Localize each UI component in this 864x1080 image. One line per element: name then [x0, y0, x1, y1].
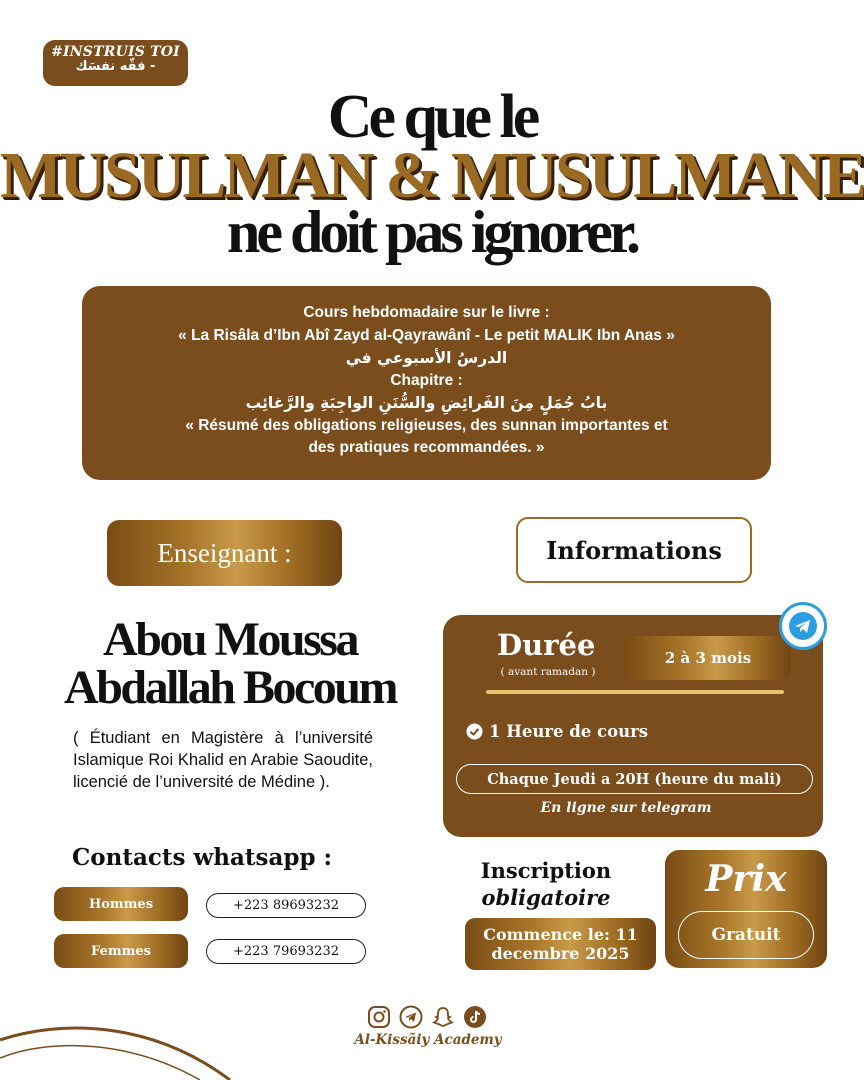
- title-line-1: Ce que le: [327, 83, 537, 151]
- decorative-swoosh: [0, 1000, 260, 1080]
- online-text: En ligne sur telegram: [540, 800, 712, 816]
- prix-label: Prix: [705, 858, 787, 900]
- prix-value: Gratuit: [678, 911, 814, 959]
- duree-subtitle: ( avant ramadan ): [500, 666, 596, 678]
- instagram-icon[interactable]: [366, 1004, 391, 1029]
- course-line: des pratiques recommandées. »: [308, 439, 545, 456]
- divider: [486, 690, 784, 694]
- inscription-label: Inscription: [480, 858, 612, 883]
- teacher-name-line-1: Abou Moussa: [103, 613, 357, 666]
- tiktok-icon[interactable]: [462, 1004, 487, 1029]
- course-line-arabic: الدرسُ الأسبوعي في: [345, 349, 508, 367]
- contact-number-femmes[interactable]: +223 79693232: [206, 939, 366, 964]
- course-line: « La Risâla d’Ibn Abî Zayd al-Qayrawânî - Le petit MALIK Ibn Anas »: [178, 326, 675, 344]
- hours-row: [466, 722, 648, 741]
- start-date-line-2: decembre 2025: [491, 944, 630, 963]
- course-line: Cours hebdomadaire sur le livre :: [303, 304, 550, 321]
- course-line: « Résumé des obligations religieuses, des sunnan importantes et: [185, 416, 668, 434]
- duree-value: 2 à 3 mois: [625, 636, 791, 680]
- title-line-2: MUSULMAN & MUSULMANE: [0, 139, 864, 212]
- title-line-3: ne doit pas ignorer.: [226, 199, 638, 265]
- contact-number-hommes[interactable]: +223 89693232: [206, 893, 366, 918]
- contact-label-hommes: Hommes: [54, 887, 188, 921]
- contacts-title: Contacts whatsapp :: [72, 844, 333, 871]
- teacher-label-pill: Enseignant :: [107, 520, 342, 586]
- social-icons: [366, 1004, 496, 1030]
- check-circle-icon: [466, 723, 483, 740]
- course-panel: [82, 286, 771, 480]
- schedule-pill: Chaque Jeudi a 20H (heure du mali): [456, 764, 813, 794]
- hours-text: 1 Heure de cours: [489, 722, 649, 741]
- start-date-pill: [465, 918, 656, 970]
- contact-label-femmes: Femmes: [54, 934, 188, 968]
- course-line: Chapitre :: [390, 371, 463, 389]
- start-date-line-1: Commence le: 11: [483, 925, 638, 944]
- telegram-icon[interactable]: [779, 602, 827, 650]
- telegram-footer-icon[interactable]: [398, 1004, 423, 1029]
- hashtag-arabic: فقّه نفسَك -: [75, 59, 156, 74]
- inscription-obligatoire: obligatoire: [481, 885, 611, 910]
- snapchat-icon[interactable]: [430, 1004, 455, 1029]
- hashtag-badge: [43, 40, 188, 86]
- informations-label: Informations: [516, 517, 752, 583]
- teacher-bio: ( Étudiant en Magistère à l’université Islamique Roi Khalid en Arabie Saoudite, licencié de l’université de Médine ).: [73, 729, 373, 791]
- academy-name: Al-Kissãiy Academy: [354, 1032, 502, 1048]
- duree-label: Durée: [497, 628, 596, 662]
- course-line-arabic: بابُ جُمَلٍ مِنَ الفَرائِضِ والسُّنَنِ الواجِبَةِ والرَّغائِب: [245, 394, 608, 412]
- hashtag-text: #INSTRUIS TOI: [51, 44, 180, 60]
- telegram-plane-icon: [788, 611, 818, 641]
- teacher-name-line-2: Abdallah Bocoum: [64, 661, 396, 714]
